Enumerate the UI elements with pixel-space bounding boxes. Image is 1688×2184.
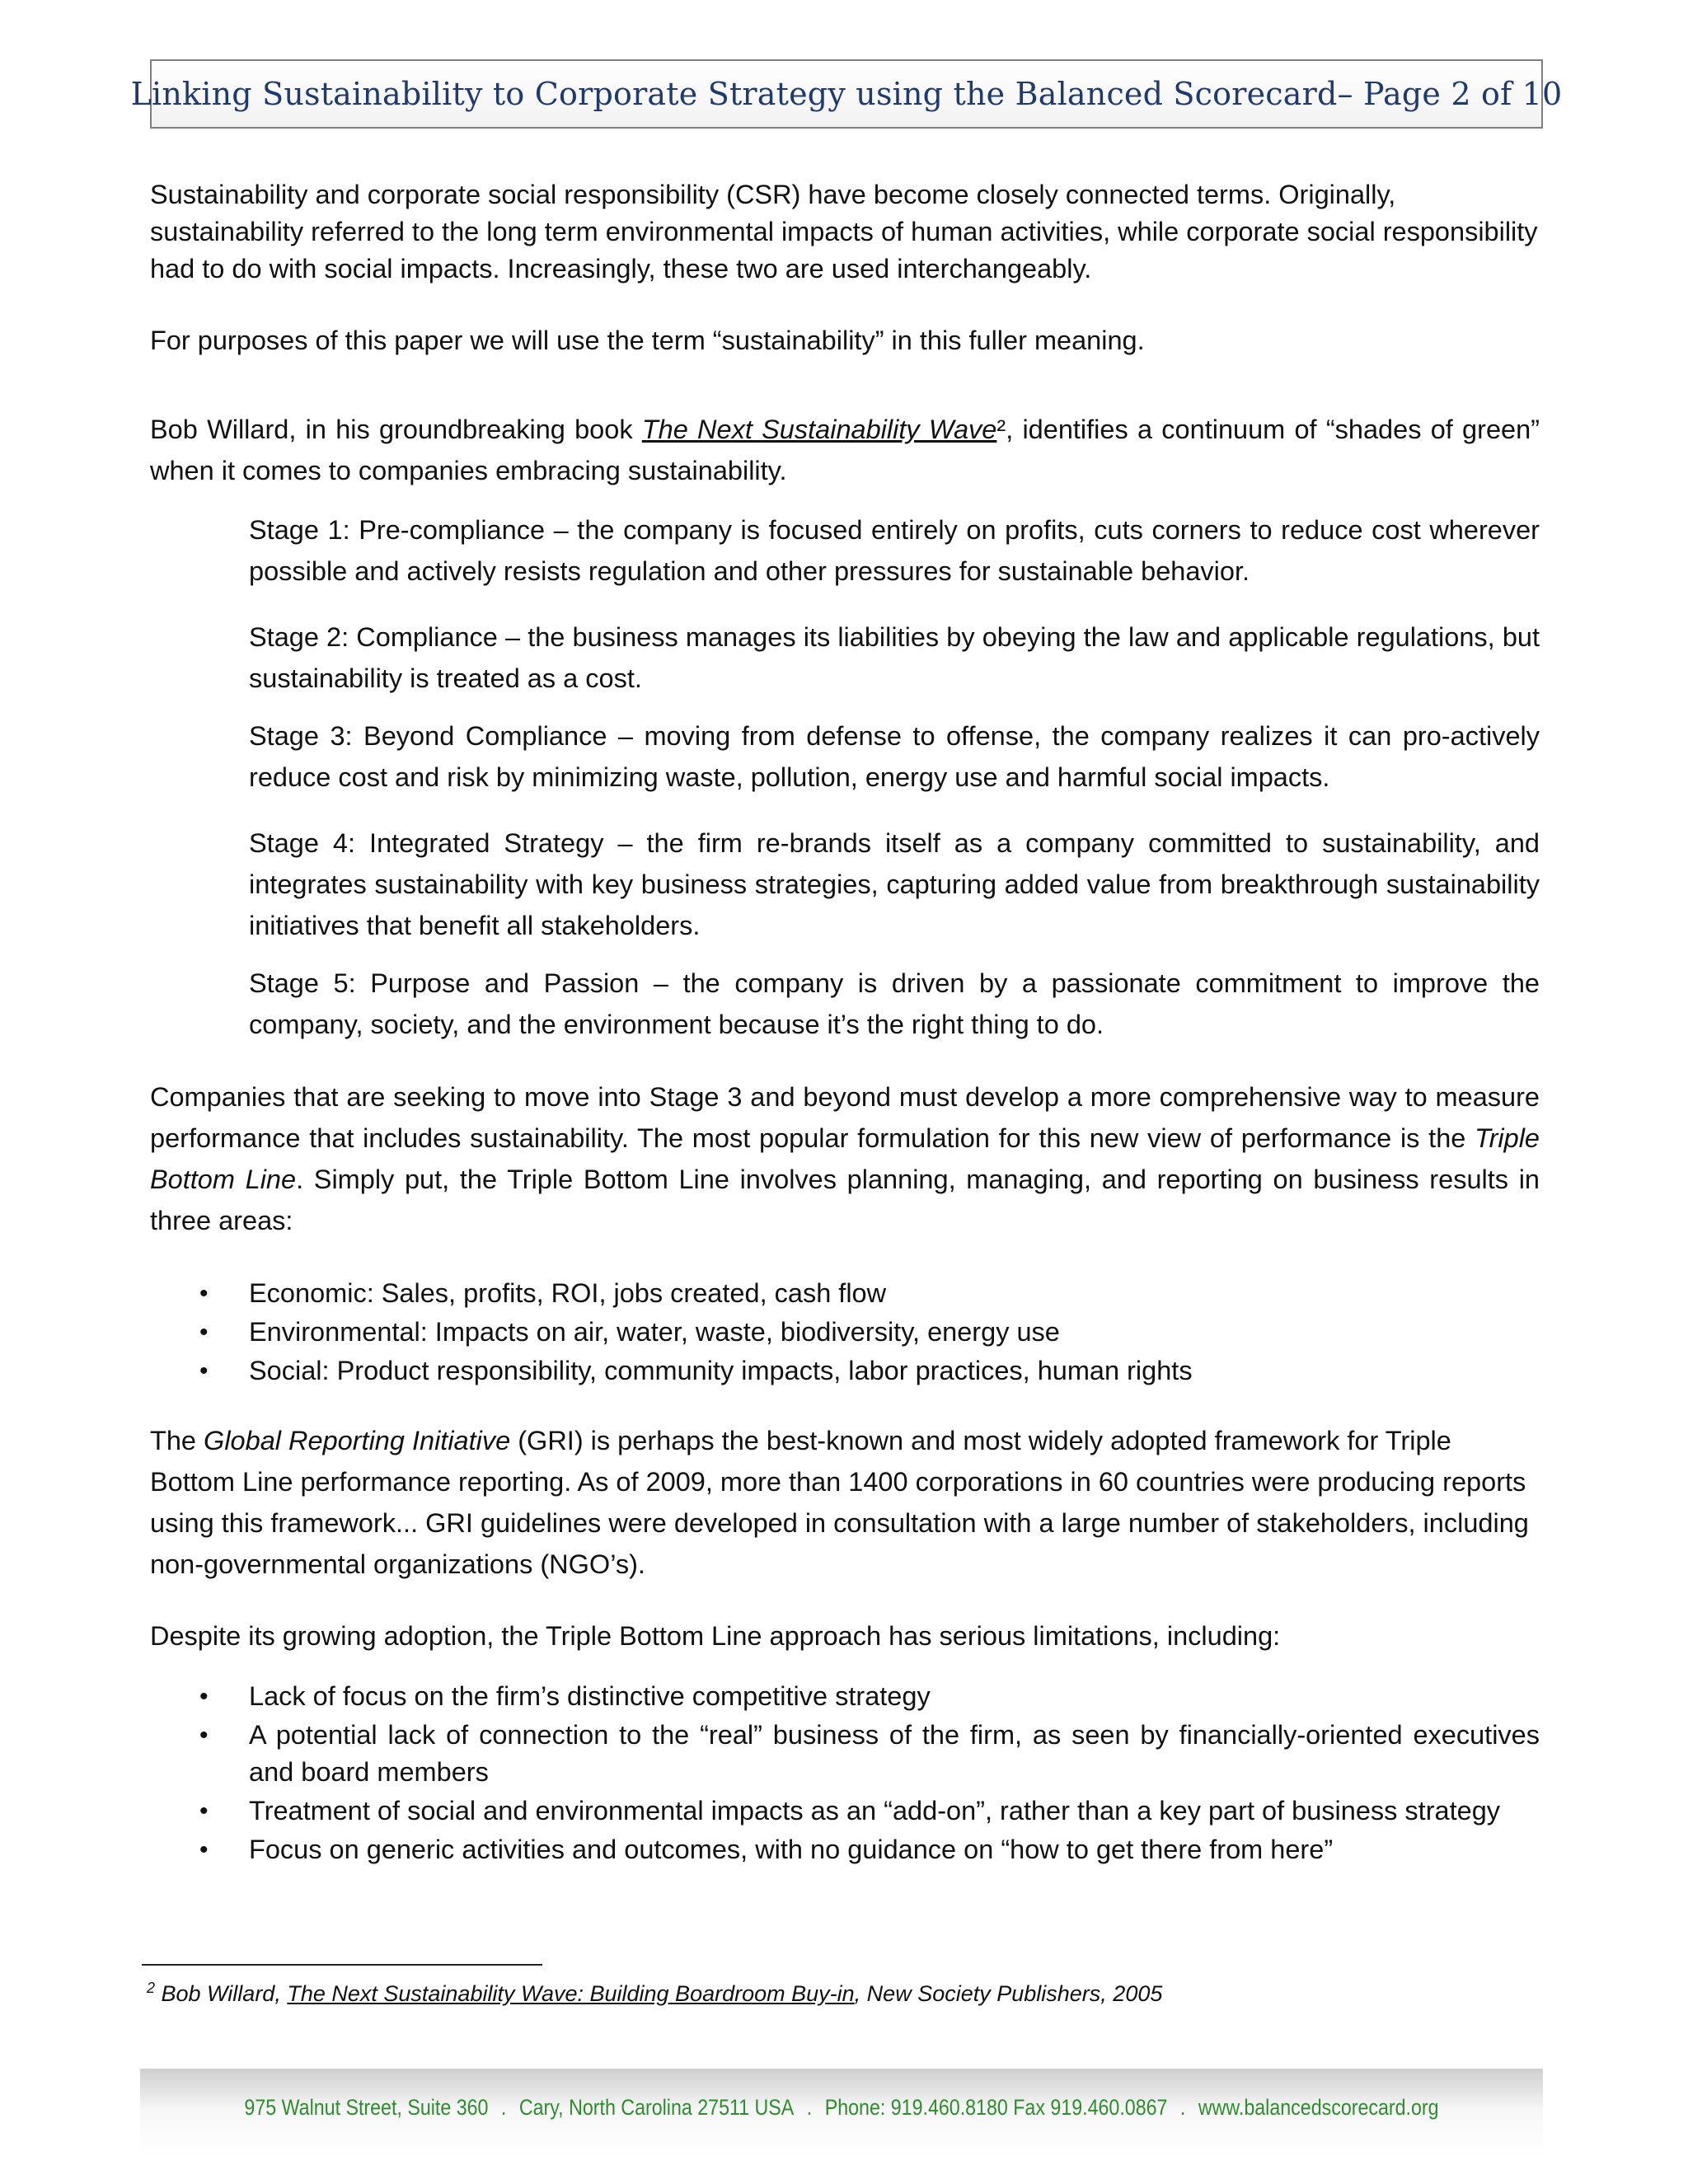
paragraph-csr-intro: Sustainability and corporate social responsibility (CSR) have become closely connected terms. Originally, sustainability referred to the long term environmental impacts of human activities, while corporate social responsibility had to do with social impacts. Increasingly, these two are used interchangeably. xyxy=(150,180,1538,284)
stage-item: Stage 1: Pre-compliance – the company is focused entirely on profits, cuts corners to reduce cost wherever possible and actively resists regulation and other pressures for sustainable behavior. xyxy=(249,515,1540,586)
footer-separator: . xyxy=(1179,2095,1186,2120)
bullet-icon: • xyxy=(199,1836,209,1863)
bullet-icon: • xyxy=(199,1357,209,1385)
list-item-text: Treatment of social and environmental impacts as an “add-on”, rather than a key part of business strategy xyxy=(249,1796,1501,1825)
paragraph-limitations-intro: Despite its growing adoption, the Triple Bottom Line approach has serious limitations, including: xyxy=(150,1621,1281,1651)
footer-address: 975 Walnut Street, Suite 360 xyxy=(244,2095,489,2120)
list-item xyxy=(150,1678,1540,1715)
paragraph-triple-bottom-line xyxy=(150,1076,1540,1241)
page-footer xyxy=(238,2095,1445,2121)
list-item-text: Social: Product responsibility, community impacts, labor practices, human rights xyxy=(249,1356,1193,1385)
bullet-icon: • xyxy=(199,1722,209,1749)
list-item xyxy=(150,1352,1540,1390)
footer-website-link[interactable]: www.balancedscorecard.org xyxy=(1198,2095,1439,2120)
paragraph-term-usage: For purposes of this paper we will use the term “sustainability” in this fuller meaning. xyxy=(150,326,1145,355)
footnote-divider xyxy=(142,1964,542,1966)
stage-item: Stage 2: Compliance – the business manages its liabilities by obeying the law and applicable regulations, but sustainability is treated as a cost. xyxy=(249,622,1540,693)
stage-item: Stage 4: Integrated Strategy – the firm re-brands itself as a company committed to sustainability, and integrates sustainability with key business strategies, capturing added value from breakthrough sustainability initiatives that benefit all stakeholders. xyxy=(249,828,1540,940)
footer-separator: . xyxy=(806,2095,813,2120)
list-item-text: Economic: Sales, profits, ROI, jobs created, cash flow xyxy=(249,1278,887,1308)
list-item-text: Environmental: Impacts on air, water, waste, biodiversity, energy use xyxy=(249,1317,1060,1347)
bullet-icon: • xyxy=(199,1797,209,1825)
paragraph-tbl-text-start: Companies that are seeking to move into Stage 3 and beyond must develop a more comprehensive way to measure performance that includes sustainability. The most popular formulation for this new view of performance is the xyxy=(150,1082,1540,1153)
footnote-marker: ² xyxy=(996,415,1006,444)
list-item xyxy=(150,1274,1540,1313)
list-item xyxy=(150,1313,1540,1352)
bullet-icon: • xyxy=(199,1683,209,1710)
footer-separator: . xyxy=(500,2095,507,2120)
list-item-text: Focus on generic activities and outcomes, with no guidance on “how to get there from here” xyxy=(249,1835,1334,1864)
paragraph-willard-text-start: Bob Willard, in his groundbreaking book xyxy=(150,415,642,444)
bullet-icon: • xyxy=(199,1280,209,1307)
list-item-text: A potential lack of connection to the “real” business of the firm, as seen by financially-oriented executives and board members xyxy=(249,1720,1540,1787)
footnote-publisher: , New Society Publishers, 2005 xyxy=(854,1981,1163,2006)
header-title: Linking Sustainability to Corporate Strategy using the Balanced Scorecard– Page 2 of 10 xyxy=(130,76,1563,112)
paragraph-willard xyxy=(150,409,1540,491)
footer-phone: Phone: 919.460.8180 Fax 919.460.0867 xyxy=(824,2095,1168,2120)
paragraph-gri-text-start: The xyxy=(150,1426,204,1455)
stage-item: Stage 3: Beyond Compliance – moving from defense to offense, the company realizes it can pro-actively reduce cost and risk by minimizing waste, pollution, energy use and harmful social impacts. xyxy=(249,721,1540,792)
book-title-reference: The Next Sustainability Wave xyxy=(641,415,997,444)
limitations-list xyxy=(150,1678,1540,1868)
list-item-text: Lack of focus on the firm’s distinctive competitive strategy xyxy=(249,1681,931,1711)
paragraph-gri xyxy=(150,1420,1540,1585)
stage-item: Stage 5: Purpose and Passion – the company is driven by a passionate commitment to improve the company, society, and the environment because it’s the right thing to do. xyxy=(249,968,1540,1039)
list-item xyxy=(150,1793,1540,1830)
paragraph-gri-text-end: (GRI) is perhaps the best-known and most widely adopted framework for Triple Bottom Line performance reporting. As of 2009, more than 1400 corporations in 60 countries were producing reports using this framework... GRI guidelines were developed in consultation with a large number of stakeholders, including non-governmental organizations (NGO’s). xyxy=(150,1426,1529,1579)
tbl-areas-list xyxy=(150,1274,1540,1390)
footer-city: Cary, North Carolina 27511 USA xyxy=(518,2095,795,2120)
triple-bottom-line-term: Triple Bottom Line xyxy=(150,1123,1540,1194)
list-item xyxy=(150,1831,1540,1868)
footnote-number: 2 xyxy=(147,1980,156,1996)
paragraph-tbl-text-end: . Simply put, the Triple Bottom Line involves planning, managing, and reporting on business results in three areas: xyxy=(150,1165,1540,1235)
body-text xyxy=(150,176,1540,1903)
footnote xyxy=(147,1971,1548,2010)
list-item xyxy=(150,1717,1540,1791)
footnote-author: Bob Willard, xyxy=(155,1981,288,2006)
footnote-book-title: The Next Sustainability Wave: Building Boardroom Buy-in xyxy=(287,1981,855,2006)
bullet-icon: • xyxy=(199,1319,209,1346)
gri-term: Global Reporting Initiative xyxy=(204,1426,511,1455)
page-header xyxy=(130,59,1563,129)
paragraph-willard-text-end: , identifies a continuum of “shades of green” when it comes to companies embracing sustainability. xyxy=(150,415,1540,485)
